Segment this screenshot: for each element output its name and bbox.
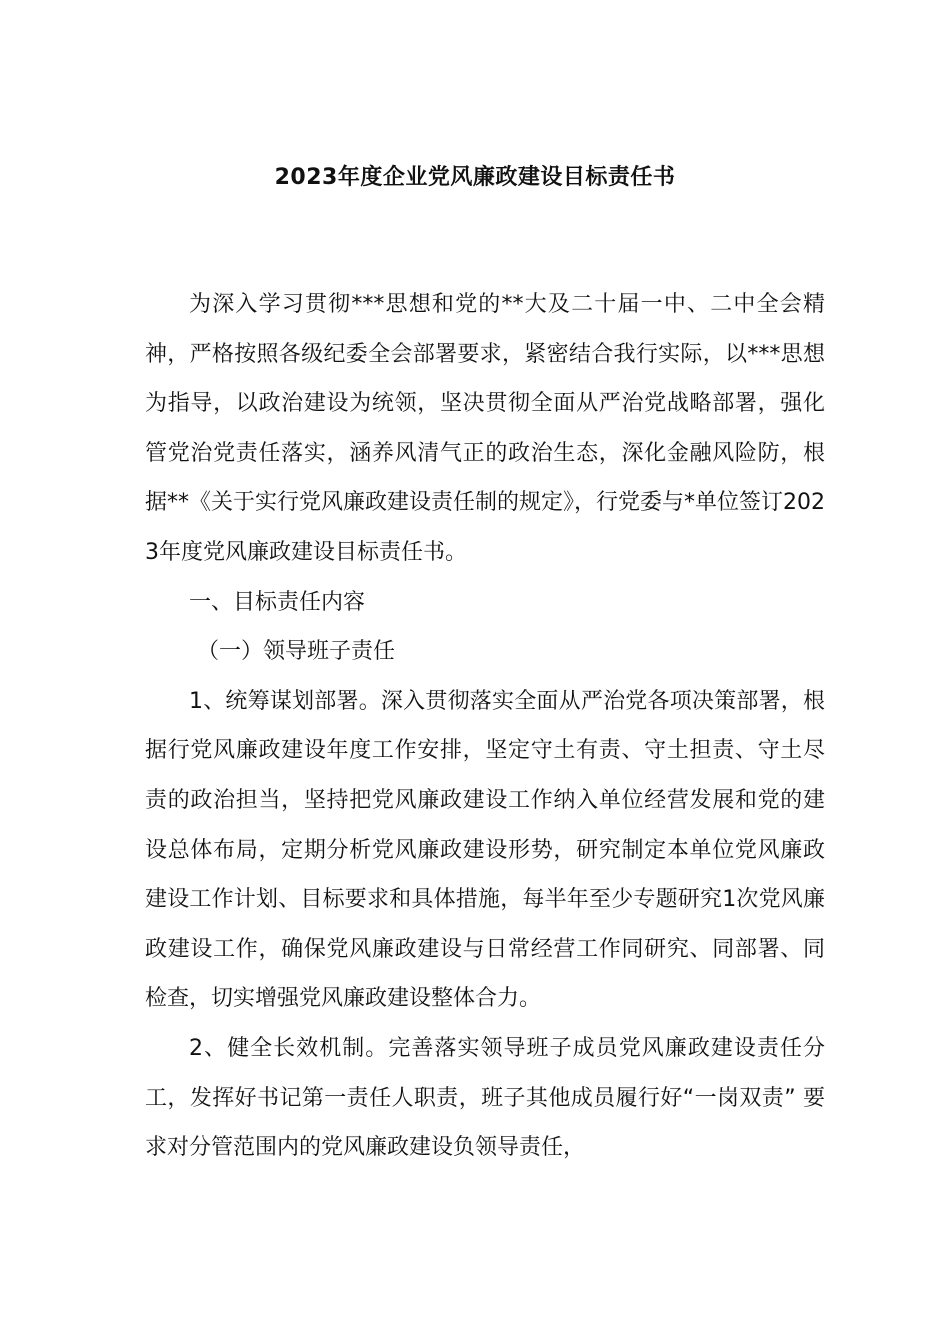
subsection-heading: （一）领导班子责任 xyxy=(197,639,396,665)
intro-paragraph: 为深入学习贯彻***思想和党的**大及二十届一中、二中全会精神，严格按照各级纪委全会部署要求，紧密结合我行实际，以***思想为指导，以政治建设为统领，坚决贯彻全面从严治党战略部署，强化管党治党责任落实，涵养风清气正的政治生态，深化金融风险防，根据**《关于实行党风廉政建设责任制的规定》，行党委与*单位签订2023年度党风廉政建设目标责任书。 xyxy=(145,292,825,565)
document-body xyxy=(145,280,825,1173)
item-paragraph-1: 1、统筹谋划部署。深入贯彻落实全面从严治党各项决策部署，根据行党风廉政建设年度工作安排，坚定守土有责、守土担责、守土尽责的政治担当，坚持把党风廉政建设工作纳入单位经营发展和党的建设总体布局，定期分析党风廉政建设形势，研究制定本单位党风廉政建设工作计划、目标要求和具体措施，每半年至少专题研究1次党风廉政建设工作，确保党风廉政建设与日常经营工作同研究、同部署、同检查，切实增强党风廉政建设整体合力。 xyxy=(145,688,825,1012)
item-paragraph-2: 2、健全长效机制。完善落实领导班子成员党风廉政建设责任分工，发挥好书记第一责任人职责，班子其他成员履行好“一岗双责” 要求对分管范围内的党风廉政建设负领导责任， xyxy=(145,1035,825,1161)
document-title: 2023年度企业党风廉政建设目标责任书 xyxy=(274,165,676,190)
section-heading: 一、目标责任内容 xyxy=(189,589,366,615)
